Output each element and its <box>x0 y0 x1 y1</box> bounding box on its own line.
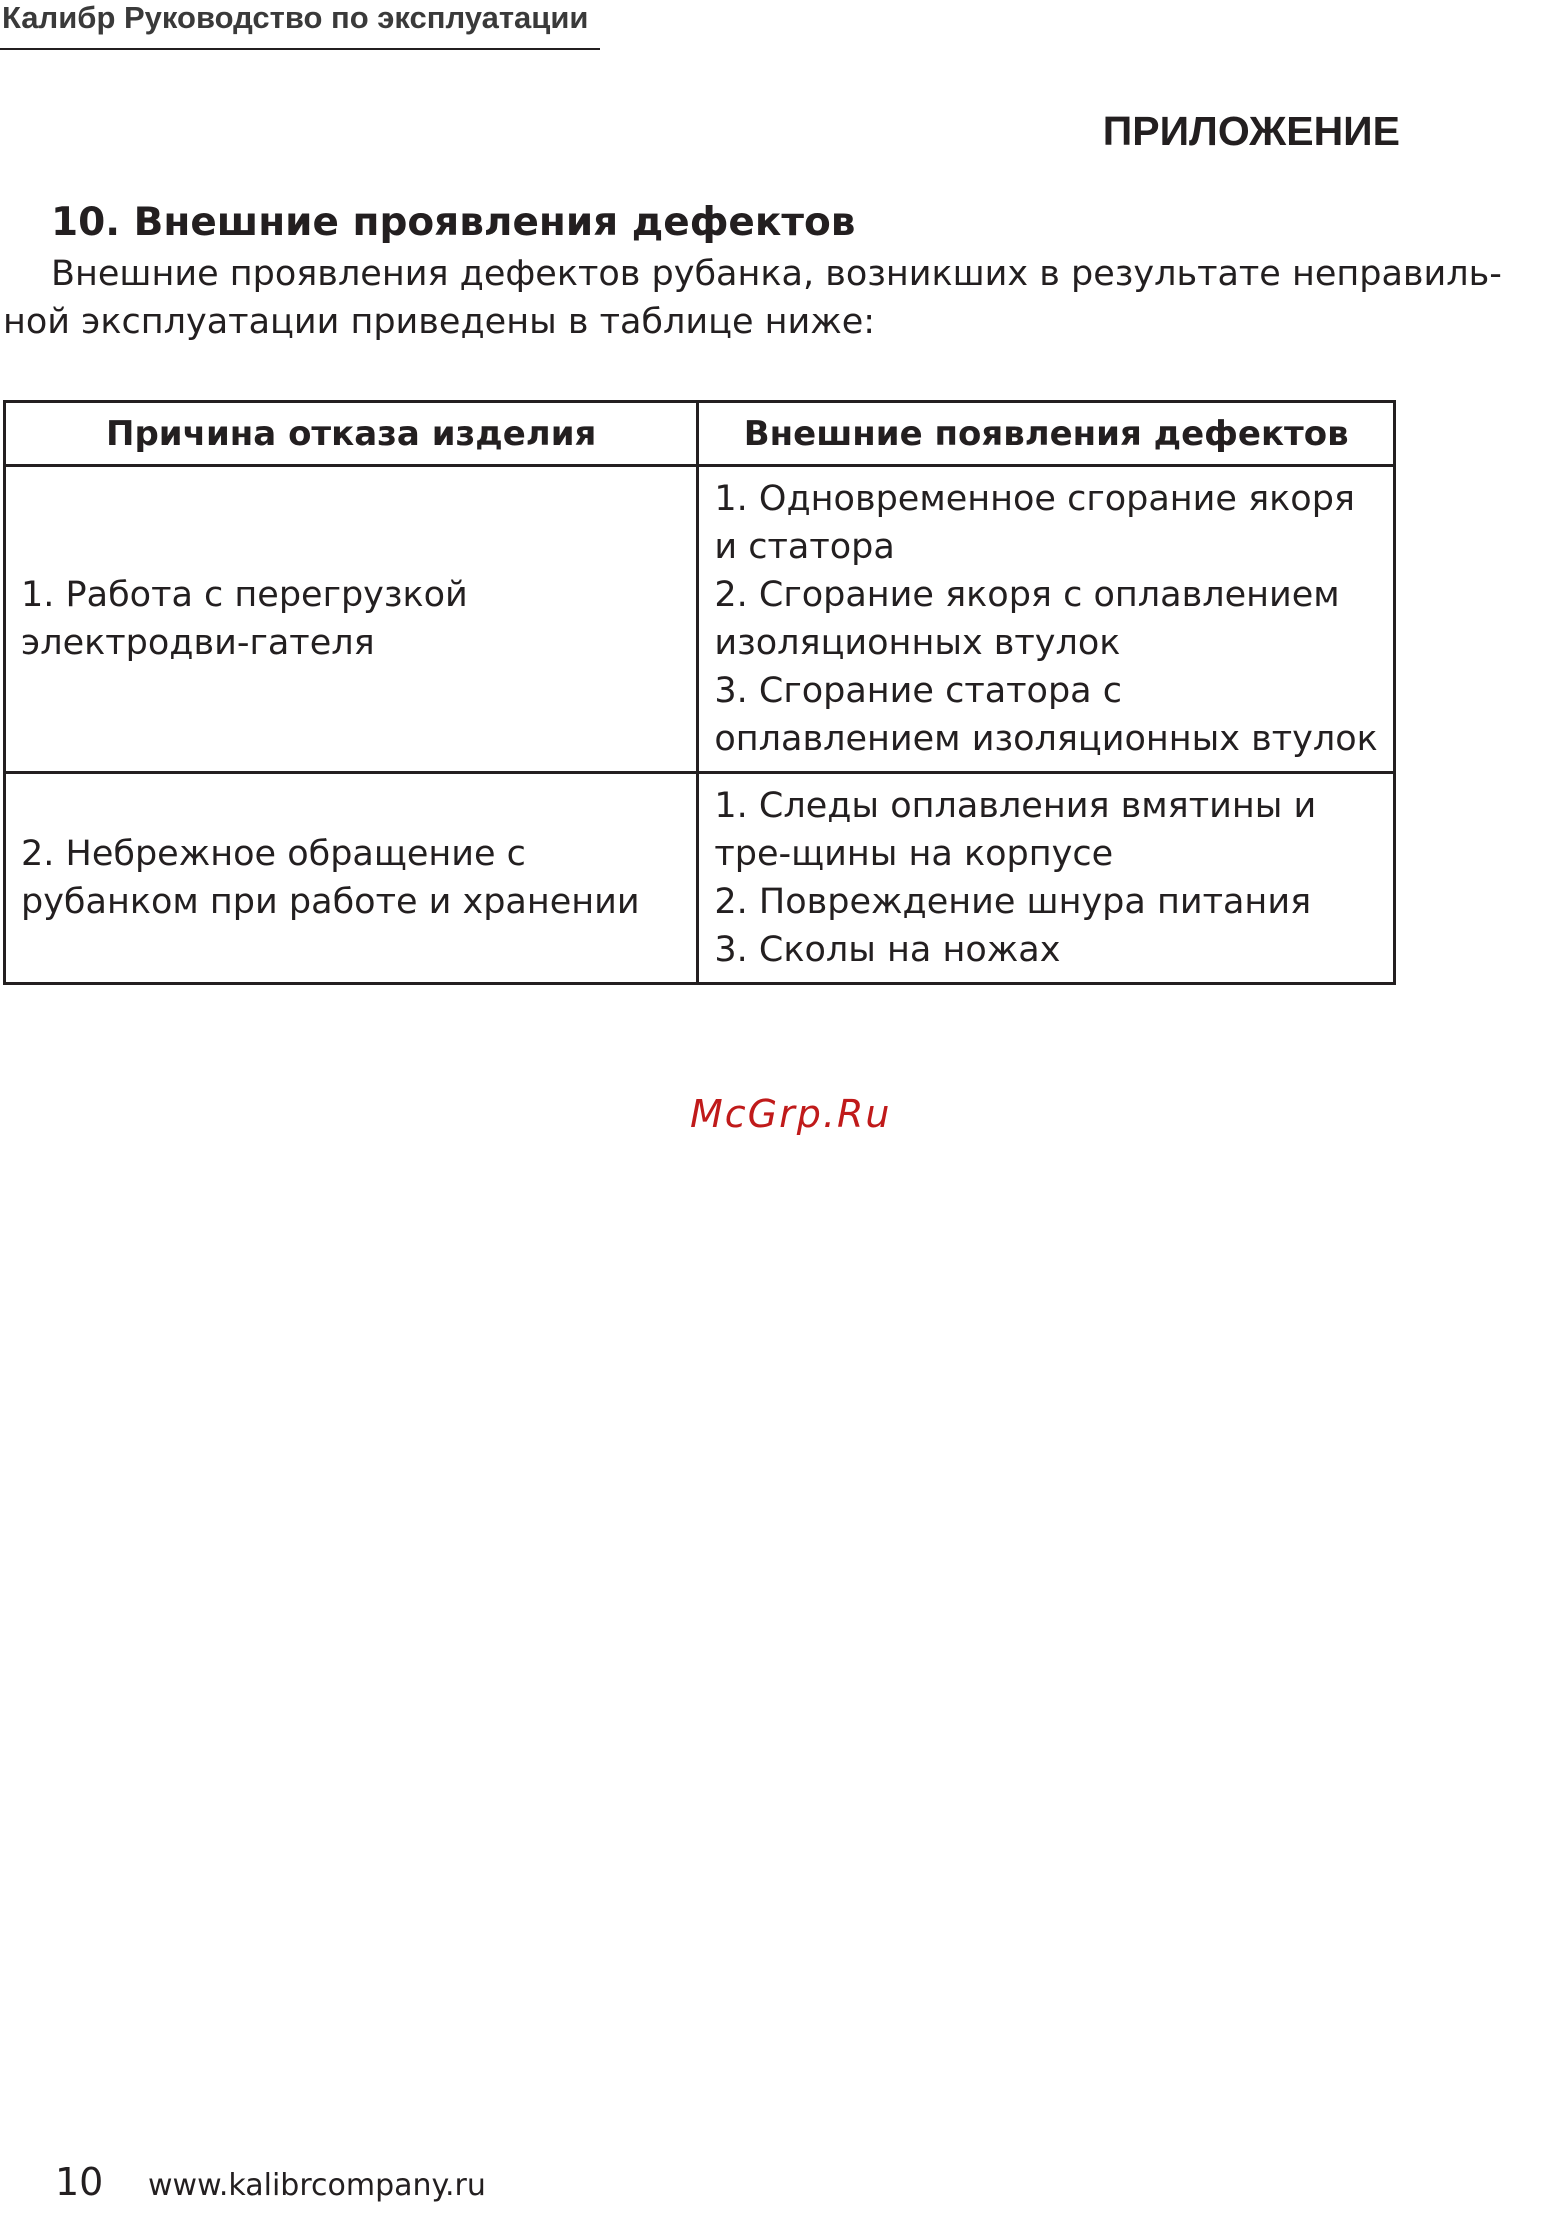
page-number: 10 <box>55 2160 104 2204</box>
defect-item: 1. Следы оплавления вмятины и тре-щины на корпусе <box>714 786 1317 874</box>
defect-item: 1. Одновременное сгорание якоря и статора <box>714 479 1355 567</box>
intro-line-2: ной эксплуатации приведены в таблице ниже: <box>3 302 876 342</box>
defect-item: 2. Повреждение шнура питания <box>714 882 1312 922</box>
table-header-row <box>5 402 1395 466</box>
defects-cell <box>698 466 1395 773</box>
intro-paragraph <box>0 250 1502 346</box>
footer-url-link[interactable]: www.kalibrcompany.ru <box>148 2168 486 2203</box>
section-label: ПРИЛОЖЕНИЕ <box>1102 108 1400 154</box>
cause-cell <box>5 466 698 773</box>
column-header-defects: Внешние появления дефектов <box>698 402 1395 466</box>
table-row <box>5 466 1395 773</box>
defects-cell <box>698 773 1395 984</box>
table-row <box>5 773 1395 984</box>
running-header-text: Калибр Руководство по эксплуатации <box>2 0 589 35</box>
defect-item: 2. Сгорание якоря с оплавлением изоляционных втулок <box>714 575 1340 663</box>
watermark: McGrp.Ru <box>690 1092 892 1136</box>
defect-item: 3. Сколы на ножах <box>714 930 1061 970</box>
cause-text: 1. Работа с перегрузкой электродви-гателя <box>21 575 468 663</box>
running-header <box>0 0 600 50</box>
section-heading: 10. Внешние проявления дефектов <box>51 200 856 245</box>
intro-line-1: Внешние проявления дефектов рубанка, возникших в результате неправиль- <box>51 254 1502 294</box>
column-header-cause: Причина отказа изделия <box>5 402 698 466</box>
cause-cell <box>5 773 698 984</box>
defects-table <box>3 400 1396 985</box>
defect-item: 3. Сгорание статора с оплавлением изоляционных втулок <box>714 671 1378 759</box>
cause-text: 2. Небрежное обращение с рубанком при работе и хранении <box>21 834 640 922</box>
